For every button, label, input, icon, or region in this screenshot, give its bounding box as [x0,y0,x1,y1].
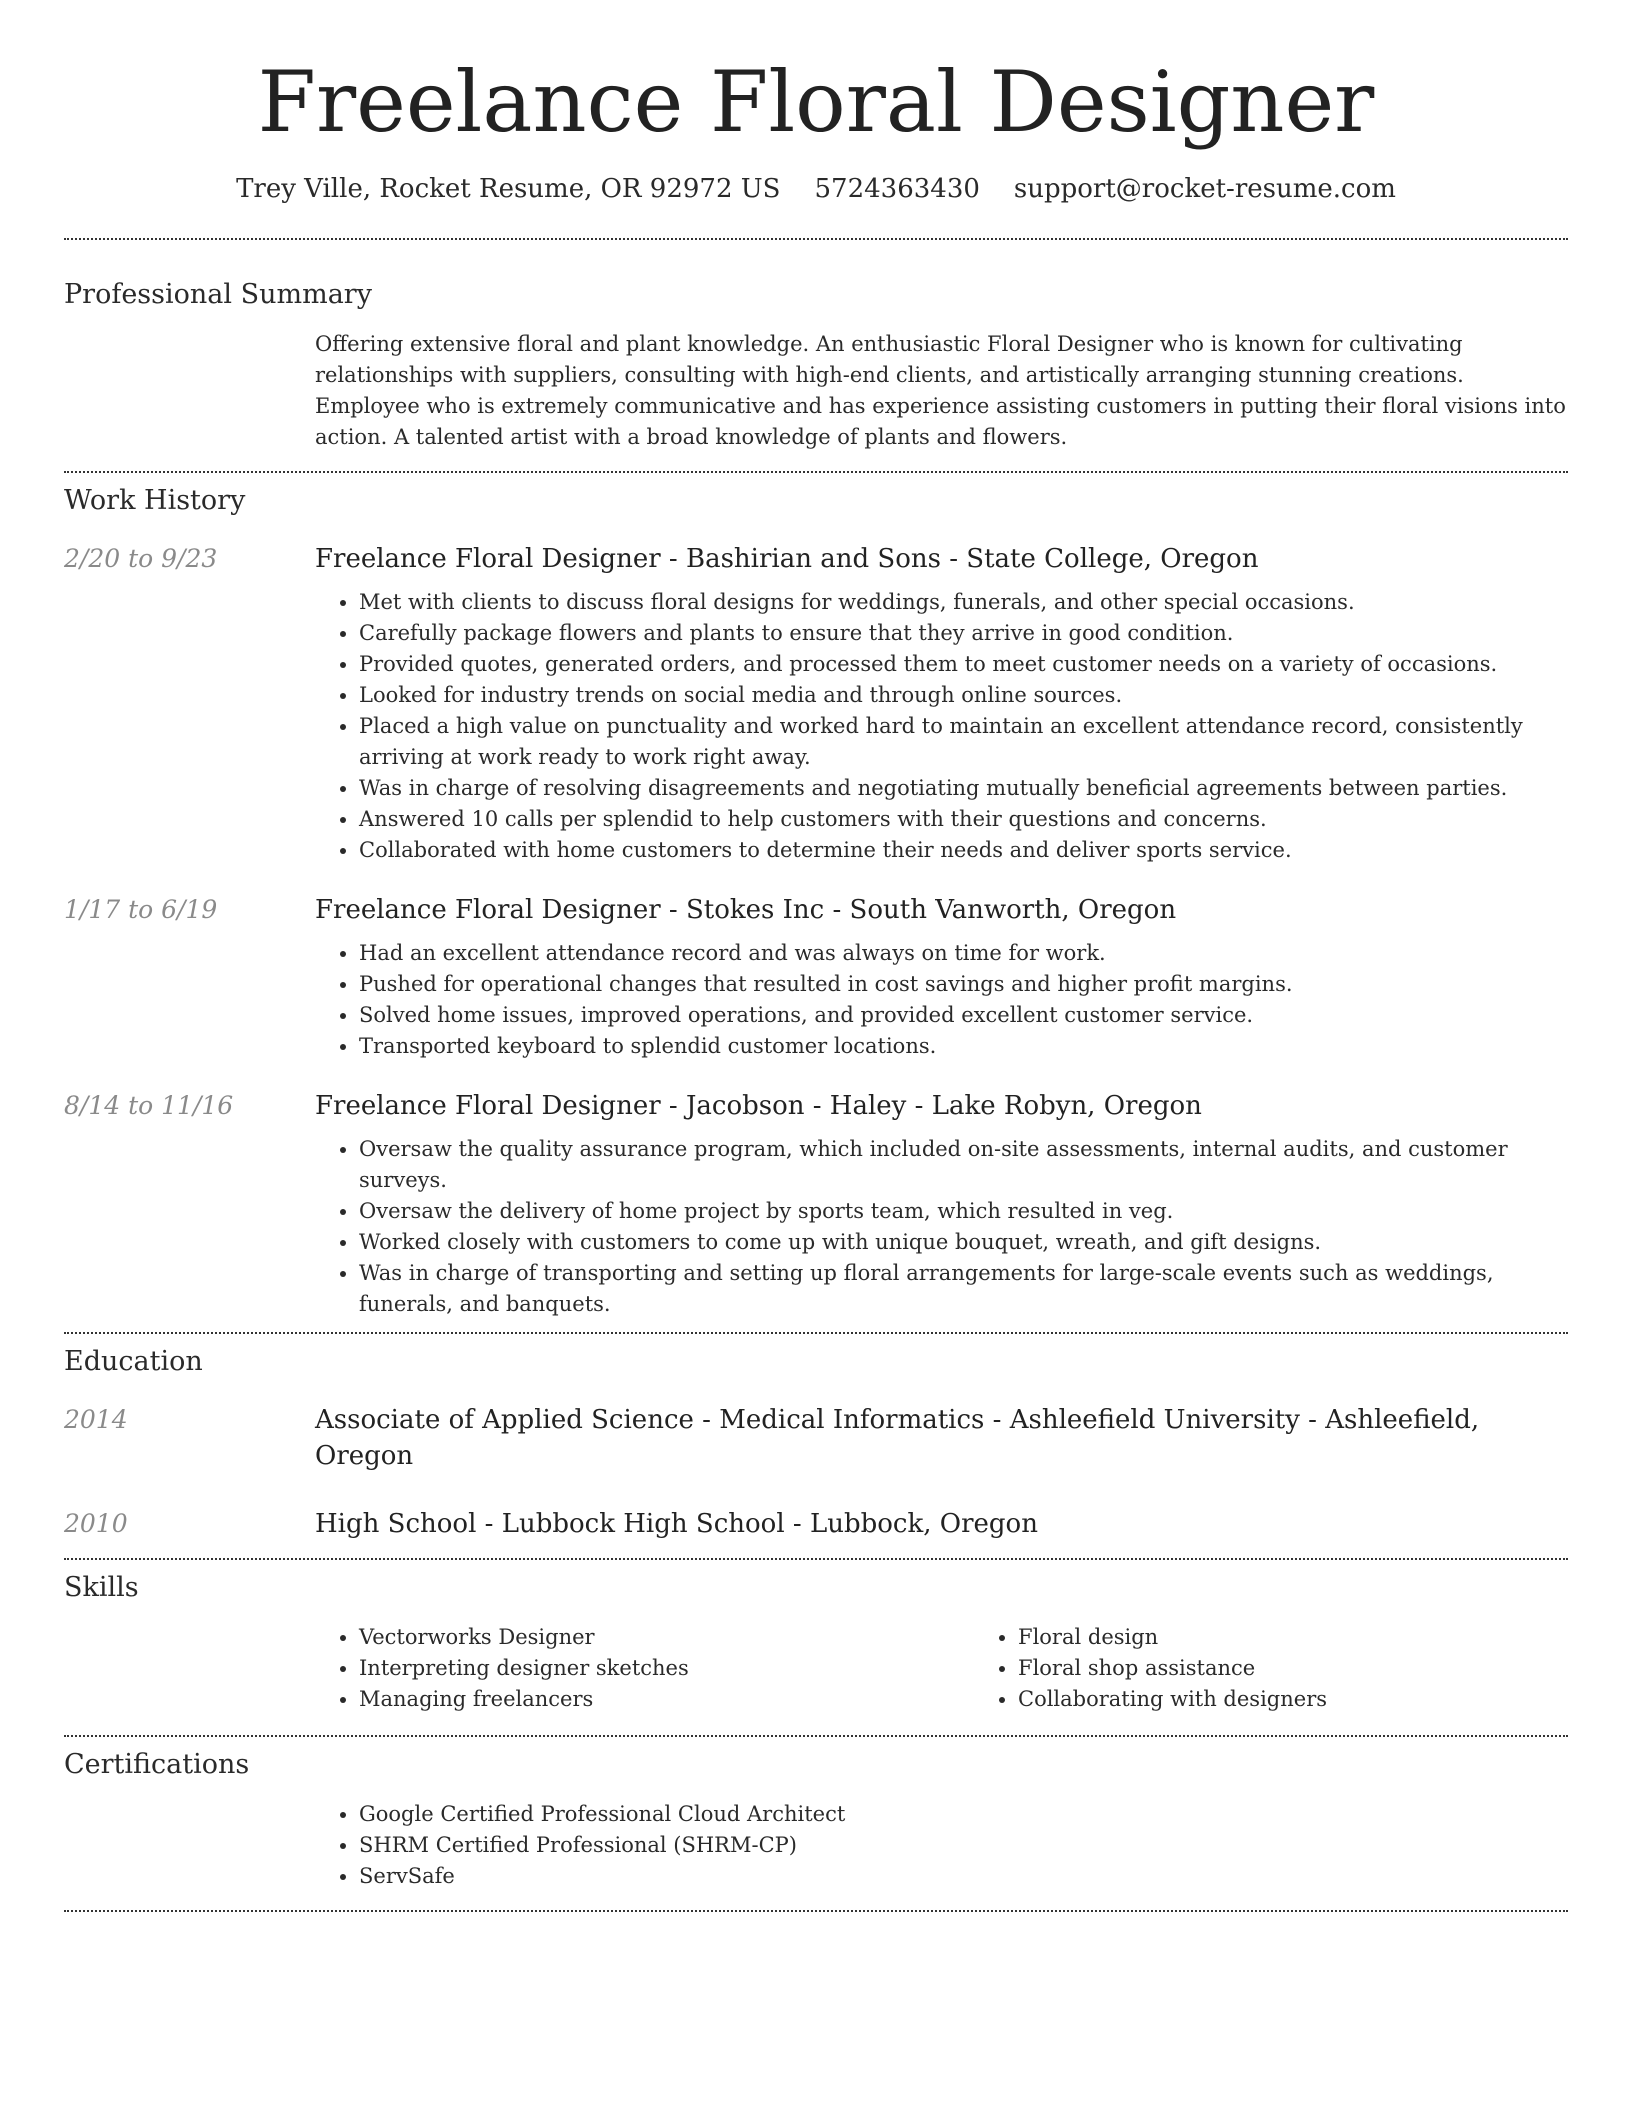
certification-item: • Google Certified Professional Cloud Architect [359,1799,1568,1830]
resume-title: Freelance Floral Designer [257,53,1375,151]
job-dates: 8/14 to 11/16 [64,1091,234,1120]
job-bullet: • Answered 10 calls per splendid to help customers with their questions and concerns. [359,804,1568,835]
job-bullet: • Had an excellent attendance record and was always on time for work. [359,938,1568,969]
job-company: Bashirian and Sons [685,544,941,574]
job-bullets [315,1134,1568,1320]
job-dates: 2/20 to 9/23 [64,544,218,573]
skill-item: • Floral shop assistance [1018,1653,1632,1684]
contact-line [64,172,1568,206]
education-heading-line: High School - Lubbock High School - Lubbock, Oregon [315,1509,1038,1539]
job-bullet: • Oversaw the delivery of home project by sports team, which resulted in veg. [359,1196,1568,1227]
summary-heading: Professional Summary [64,279,372,310]
skill-item: • Managing freelancers [359,1684,974,1715]
job-heading: Freelance Floral Designer - Bashirian and Sons - State College, Oregon [315,544,1259,574]
skills-list-left [315,1622,974,1715]
job-bullet: • Placed a high value on punctuality and worked hard to maintain an excellent attendance record, consistently arriving at work ready to work right away. [359,711,1568,773]
education-heading-line: Associate of Applied Science - Medical Informatics - Ashleefield University - Ashleefield, Oregon [315,1405,1480,1471]
skill-item: • Collaborating with designers [1018,1684,1632,1715]
certifications-section [64,1737,1568,1910]
job-title: Freelance Floral Designer [315,1091,661,1121]
summary-text: Offering extensive floral and plant knowledge. An enthusiastic Floral Designer who is known for cultivating relationships with suppliers, consulting with high-end clients, and artistically arranging stunning creations. Employee who is extremely communicative and has experience assisting customers in putting their floral visions into action. A talented artist with a broad knowledge of plants and flowers. [315,332,1566,449]
skill-item: • Interpreting designer sketches [359,1653,974,1684]
job-bullets [315,587,1568,866]
job-bullet: • Transported keyboard to splendid customer locations. [359,1031,1568,1062]
job-bullet: • Was in charge of transporting and setting up floral arrangements for large-scale events such as weddings, funerals, and banquets. [359,1258,1568,1320]
job-location: South Vanworth, Oregon [849,895,1177,925]
contact-phone: 5724363430 [814,174,980,204]
job-entry [64,892,1568,1062]
job-bullet: • Worked closely with customers to come up with unique bouquet, wreath, and gift designs. [359,1227,1568,1258]
education-location: Lubbock, Oregon [809,1509,1038,1539]
job-bullet: • Provided quotes, generated orders, and processed them to meet customer needs on a variety of occasions. [359,649,1568,680]
certification-item: • ServSafe [359,1861,1568,1892]
education-field: Medical Informatics [719,1405,985,1435]
skill-item: • Floral design [1018,1622,1632,1653]
education-heading: Education [64,1346,203,1377]
skills-list-right [974,1622,1632,1715]
skills-section [64,1560,1568,1735]
job-entry [64,1088,1568,1320]
job-location: Lake Robyn, Oregon [931,1091,1202,1121]
work-history-heading: Work History [64,485,246,516]
job-location: State College, Oregon [966,544,1259,574]
job-entry [64,541,1568,866]
section-divider [64,1910,1568,1912]
summary-section [64,240,1568,471]
job-bullet: • Pushed for operational changes that resulted in cost savings and higher profit margins. [359,969,1568,1000]
certification-item: • SHRM Certified Professional (SHRM-CP) [359,1830,1568,1861]
job-bullet: • Carefully package flowers and plants to ensure that they arrive in good condition. [359,618,1568,649]
work-history-section [64,473,1568,1332]
education-year: 2014 [64,1405,128,1434]
education-year: 2010 [64,1509,128,1538]
job-heading: Freelance Floral Designer - Stokes Inc - South Vanworth, Oregon [315,895,1177,925]
education-degree: Associate of Applied Science [315,1405,694,1435]
education-degree: High School [315,1509,477,1539]
job-company: Stokes Inc [685,895,825,925]
job-bullet: • Looked for industry trends on social media and through online sources. [359,680,1568,711]
job-bullet: • Collaborated with home customers to determine their needs and deliver sports service. [359,835,1568,866]
education-location: Ashleefield, Oregon [315,1405,1480,1471]
job-bullet: • Oversaw the quality assurance program, which included on-site assessments, internal audits, and customer surveys. [359,1134,1568,1196]
education-entry [64,1402,1568,1474]
education-school: Ashleefield University [1009,1405,1300,1435]
certifications-list [315,1799,1568,1892]
job-bullet: • Met with clients to discuss floral designs for weddings, funerals, and other special occasions. [359,587,1568,618]
job-heading: Freelance Floral Designer - Jacobson - Haley - Lake Robyn, Oregon [315,1091,1202,1121]
job-dates: 1/17 to 6/19 [64,895,218,924]
job-bullets [315,938,1568,1062]
skills-heading: Skills [64,1572,139,1603]
contact-address: Trey Ville, Rocket Resume, OR 92972 US [236,174,781,204]
job-bullet: • Was in charge of resolving disagreements and negotiating mutually beneficial agreements between parties. [359,773,1568,804]
job-title: Freelance Floral Designer [315,895,661,925]
job-bullet: • Solved home issues, improved operations, and provided excellent customer service. [359,1000,1568,1031]
education-section [64,1334,1568,1558]
education-school: Lubbock High School [501,1509,785,1539]
job-company: Jacobson - Haley [685,1091,907,1121]
job-title: Freelance Floral Designer [315,544,661,574]
certifications-heading: Certifications [64,1749,250,1780]
contact-email: support@rocket-resume.com [1013,174,1396,204]
skill-item: • Vectorworks Designer [359,1622,974,1653]
education-entry [64,1506,1568,1542]
